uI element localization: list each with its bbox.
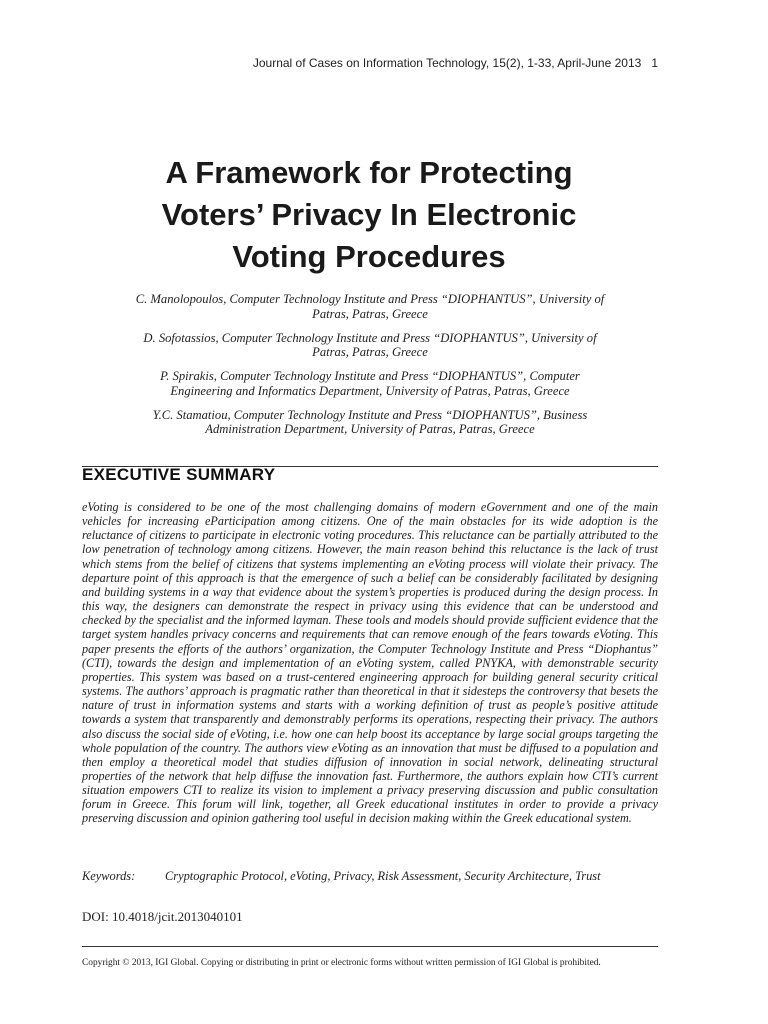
author-entry [84, 331, 656, 360]
keywords-label: Keywords: [82, 869, 136, 883]
title-line: Voting Procedures [232, 239, 506, 274]
executive-summary-text: eVoting is considered to be one of the most challenging domains of modern eGovernment and one of the main vehicles for increasing eParticipation among citizens. One of the main obstacles for its wide adoption is the reluctance of citizens to participate in electronic voting procedures. This reluctance can be partially attributed to the low penetration of technology among citizens. However, the main reason behind this reluctance is the lack of trust which stems from the belief of citizens that systems implementing an eVoting process will violate their privacy. The departure point of this approach is that the emergence of such a belief can be considerably facilitated by designing and building systems in a way that evidence about the system’s properties is produced during the design process. In this way, the designers can demonstrate the respect in privacy using this evidence that can be understood and checked by the specialist and the informed layman. These tools and models should provide sufficient evidence that the target system handles privacy concerns and requirements that can remove enough of the fears towards eVoting. This paper presents the efforts of the authors’ organization, the Computer Technology Institute and Press “Diophantus” (CTI), towards the design and implementation of an eVoting system, called PNYKA, with demonstrable security properties. This system was based on a trust-centered engineering approach for building general security critical systems. The authors’ approach is pragmatic rather than theoretical in that it sidesteps the controversy that besets the nature of trust in information systems and starts with a working definition of trust as people’s positive attitude towards a system that transparently and demonstrably performs its operations, respecting their privacy. The authors also discuss the social side of eVoting, i.e. how one can help boost its acceptance by large social groups targeting the whole population of the country. The authors view eVoting as an innovation that must be diffused to a population and then employ a theoretical model that studies diffusion of innovation in social network, delineating structural properties of the network that help diffuse the innovation fast. Furthermore, the authors explain how CTI’s current situation empowers CTI to realize its vision to implement a privacy preserving discussion and public consultation forum in Greece. This forum will link, together, all Greek educational institutes in order to provide a privacy preserving discussion and opinion gathering tool useful in decision making within the Greek educational system. [82, 500, 658, 826]
author-line: Patras, Patras, Greece [312, 345, 428, 359]
author-line: C. Manolopoulos, Computer Technology Institute and Press “DIOPHANTUS”, University of [135, 292, 605, 306]
section-heading: EXECUTIVE SUMMARY [82, 465, 276, 484]
author-list [84, 292, 656, 446]
doi: DOI: 10.4018/jcit.2013040101 [82, 909, 243, 924]
author-entry [84, 292, 656, 321]
author-line: D. Sofotassios, Computer Technology Institute and Press “DIOPHANTUS”, University of [143, 330, 597, 345]
paper-title [84, 152, 654, 278]
keywords-value: Cryptographic Protocol, eVoting, Privacy, Risk Assessment, Security Architecture, Trust [165, 869, 601, 883]
author-entry [84, 408, 656, 437]
page-number: 1 [651, 56, 658, 70]
journal-citation: Journal of Cases on Information Technology, 15(2), 1-33, April-June 2013 [252, 56, 642, 70]
author-line: Engineering and Informatics Department, University of Patras, Patras, Greece [170, 383, 570, 398]
keywords-line [82, 869, 658, 884]
author-line: Administration Department, University of Patras, Patras, Greece [205, 422, 535, 436]
copyright-notice: Copyright © 2013, IGI Global. Copying or distributing in print or electronic forms without written permission of IGI Global is prohibited. [82, 958, 601, 968]
running-header [253, 56, 658, 70]
author-entry [84, 369, 656, 398]
footer-divider [82, 946, 658, 947]
author-line: Y.C. Stamatiou, Computer Technology Institute and Press “DIOPHANTUS”, Business [152, 407, 588, 422]
author-line: P. Spirakis, Computer Technology Institute and Press “DIOPHANTUS”, Computer [160, 369, 580, 383]
title-line: A Framework for Protecting [165, 155, 573, 190]
title-line: Voters’ Privacy In Electronic [161, 197, 577, 232]
author-line: Patras, Patras, Greece [312, 306, 428, 321]
